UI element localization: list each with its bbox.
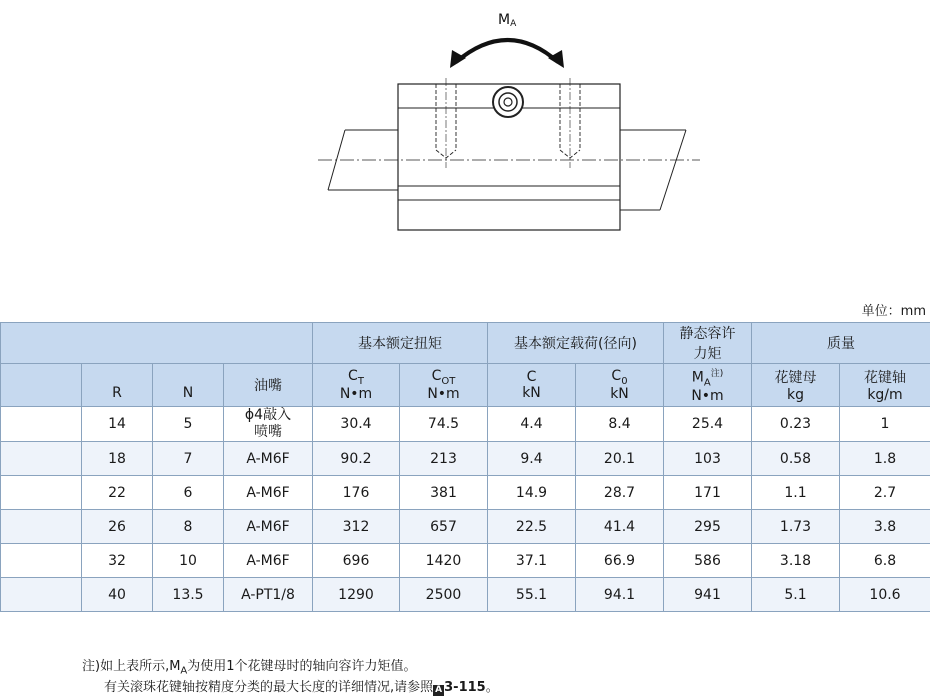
reference-box-icon: A: [433, 685, 444, 696]
header-MA: $M_A^{注)}$ N•m: [664, 364, 752, 407]
table-body: [1, 407, 930, 612]
table-row: 32 10 A-M6F 696 1420 37.1 66.9 586 3.18 6.8: [1, 544, 930, 578]
table-row: 22 6 A-M6F 176 381 14.9 28.7 171 1.1 2.7: [1, 476, 930, 510]
header-C: C kN: [488, 364, 576, 407]
header-torque: 基本额定扭矩: [313, 323, 488, 364]
spec-table: [0, 322, 930, 612]
table-row: 40 13.5 A-PT1/8 1290 2500 55.1 94.1 941 5.1 10.6: [1, 578, 930, 612]
footnote-2: 有关滚珠花键轴按精度分类的最大长度的详细情况,请参照 A 3-115。: [104, 680, 499, 695]
spline-nut-diagram: [300, 0, 700, 300]
header-static-moment: 静态容许 力矩: [664, 323, 752, 364]
table-row: 18 7 A-M6F 90.2 213 9.4 20.1 103 0.58 1.8: [1, 442, 930, 476]
header-blank: [1, 323, 313, 364]
reference-link[interactable]: 3-115: [444, 680, 486, 695]
footnote-1: 注)如上表所示$,M_A$为使用1个花键母时的轴向容许力矩值。: [82, 659, 417, 677]
header-mass: 质量: [752, 323, 930, 364]
header-COT: $C_{OT}$ N•m: [400, 364, 488, 407]
unit-label: 单位：mm: [861, 304, 926, 319]
header-CT: $C_T$ N•m: [313, 364, 400, 407]
header-N: N: [153, 364, 224, 407]
header-C0: $C_0$ kN: [576, 364, 664, 407]
table-row: 14 5 ϕ4敲入 喷嘴 30.4 74.5 4.4 8.4 25.4 0.23 1: [1, 407, 930, 442]
moment-arrow-head-left: [450, 50, 466, 68]
shaft-right: [620, 130, 686, 210]
moment-arrow-head-right: [548, 50, 564, 68]
header-shaft: 花键轴 kg/m: [840, 364, 930, 407]
header-R: R: [82, 364, 153, 407]
moment-arrow: [456, 40, 558, 62]
header-load: 基本额定载荷(径向): [488, 323, 664, 364]
table-row: 26 8 A-M6F 312 657 22.5 41.4 295 1.73 3.8: [1, 510, 930, 544]
header-blank-2: [1, 364, 82, 407]
header-oil: 油嘴: [224, 364, 313, 407]
moment-label: MA: [498, 12, 517, 29]
header-nut: 花键母 kg: [752, 364, 840, 407]
